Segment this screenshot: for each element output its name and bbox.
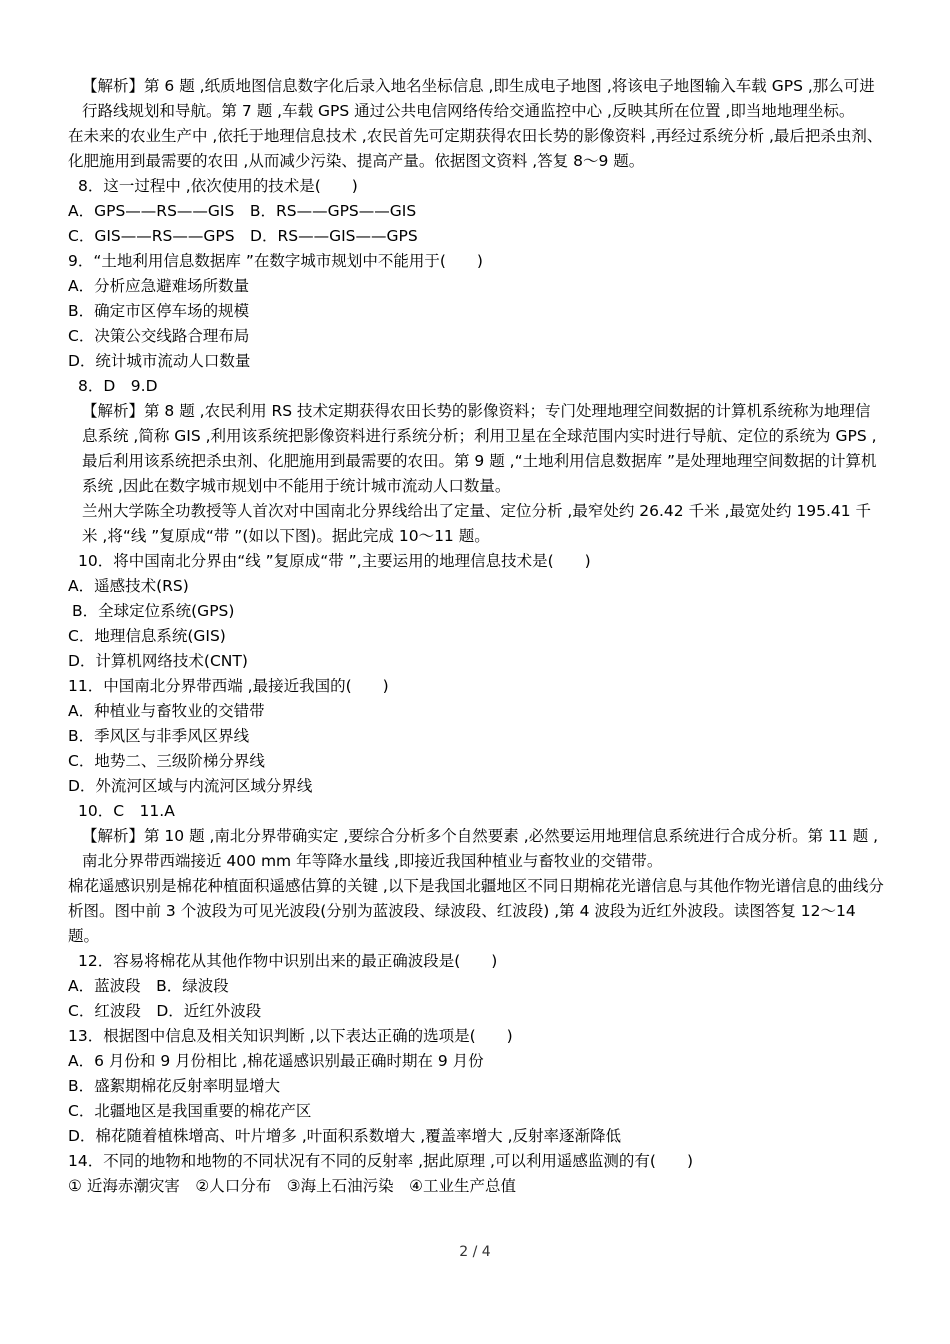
option-line: C．GIS——RS——GPS D．RS——GIS——GPS (68, 227, 418, 245)
option-line: C．决策公交线路合理布局 (68, 327, 250, 345)
intro-paragraph: 在未来的农业生产中 ,依托于地理信息技术 ,农民首先可定期获得农田长势的影像资料 ,再经过系统分析 ,最后把杀虫剂、化肥施用到最需要的农田 ,从而减少污染、提高产量。依据图文资料 ,答复 8～9 题。 (68, 127, 883, 170)
document-body (68, 74, 886, 1199)
option-line: A．遥感技术(RS) (68, 577, 189, 595)
question-10: 10．将中国南北分界由“线 ”复原成“带 ”,主要运用的地理信息技术是( ) (78, 552, 591, 570)
option-line: B．盛絮期棉花反射率明显增大 (68, 1077, 281, 1095)
option-line: A．种植业与畜牧业的交错带 (68, 702, 265, 720)
option-line: A．GPS——RS——GIS B．RS——GPS——GIS (68, 202, 417, 220)
option-line: C．北疆地区是我国重要的棉花产区 (68, 1102, 312, 1120)
question-9: 9．“土地利用信息数据库 ”在数字城市规划中不能用于( ) (68, 252, 483, 270)
option-line: B．确定市区停车场的规模 (68, 302, 250, 320)
intro-paragraph: 兰州大学陈全功教授等人首次对中国南北分界线给出了定量、定位分析 ,最窄处约 26.42 千米 ,最宽处约 195.41 千米 ,将“线 ”复原成“带 ”(如以下图)。据此完成 10～11 题。 (82, 502, 872, 545)
question-8: 8．这一过程中 ,依次使用的技术是( ) (78, 177, 358, 195)
option-line: D．棉花随着植株增高、叶片增多 ,叶面积系数增大 ,覆盖率增大 ,反射率逐渐降低 (68, 1127, 621, 1145)
option-line: ① 近海赤潮灾害 ②人口分布 ③海上石油污染 ④工业生产总值 (68, 1177, 517, 1195)
option-line: A．蓝波段 B．绿波段 (68, 977, 229, 995)
option-line: B．季风区与非季风区界线 (68, 727, 250, 745)
option-line: B．全球定位系统(GPS) (72, 602, 235, 620)
question-11: 11．中国南北分界带西端 ,最接近我国的( ) (68, 677, 389, 695)
option-line: D．计算机网络技术(CNT) (68, 652, 248, 670)
option-line: A．分析应急避难场所数量 (68, 277, 250, 295)
question-13: 13．根据图中信息及相关知识判断 ,以下表达正确的选项是( ) (68, 1027, 513, 1045)
option-line: A．6 月份和 9 月份相比 ,棉花遥感识别最正确时期在 9 月份 (68, 1052, 484, 1070)
question-12: 12．容易将棉花从其他作物中识别出来的最正确波段是( ) (78, 952, 498, 970)
option-line: D．外流河区域与内流河区域分界线 (68, 777, 313, 795)
option-line: C．地理信息系统(GIS) (68, 627, 226, 645)
answer-line: 8．D 9.D (78, 377, 158, 395)
intro-paragraph: 棉花遥感识别是棉花种植面积遥感估算的关键 ,以下是我国北疆地区不同日期棉花光谱信息与其他作物光谱信息的曲线分析图。图中前 3 个波段为可见光波段(分别为蓝波段、绿波段、红波段) ,第 4 波段为近红外波段。读图答复 12～14 题。 (68, 877, 884, 945)
analysis-paragraph: 【解析】第 10 题 ,南北分界带确实定 ,要综合分析多个自然要素 ,必然要运用地理信息系统进行合成分析。第 11 题 ,南北分界带西端接近 400 mm 年等降水量线 ,即接近我国种植业与畜牧业的交错带。 (82, 827, 879, 870)
answer-line: 10．C 11.A (78, 802, 175, 820)
option-line: C．红波段 D．近红外波段 (68, 1002, 262, 1020)
analysis-paragraph: 【解析】第 8 题 ,农民利用 RS 技术定期获得农田长势的影像资料；专门处理地理空间数据的计算机系统称为地理信息系统 ,简称 GIS ,利用该系统把影像资料进行系统分析；利用卫星在全球范围内实时进行导航、定位的系统为 GPS ,最后利用该系统把杀虫剂、化肥施用到最需要的农田。第 9 题 ,“土地利用信息数据库 ”是处理地理空间数据的计算机系统 ,因此在数字城市规划中不能用于统计城市流动人口数量。 (82, 402, 877, 495)
option-line: C．地势二、三级阶梯分界线 (68, 752, 265, 770)
option-line: D．统计城市流动人口数量 (68, 352, 251, 370)
question-14: 14．不同的地物和地物的不同状况有不同的反射率 ,据此原理 ,可以利用遥感监测的有( ) (68, 1152, 694, 1170)
page-number: 2 / 4 (459, 1244, 491, 1260)
analysis-paragraph: 【解析】第 6 题 ,纸质地图信息数字化后录入地名坐标信息 ,即生成电子地图 ,将该电子地图输入车载 GPS ,那么可进行路线规划和导航。第 7 题 ,车载 GPS 通过公共电信网络传给交通监控中心 ,反映其所在位置 ,即当地地理坐标。 (82, 77, 875, 120)
